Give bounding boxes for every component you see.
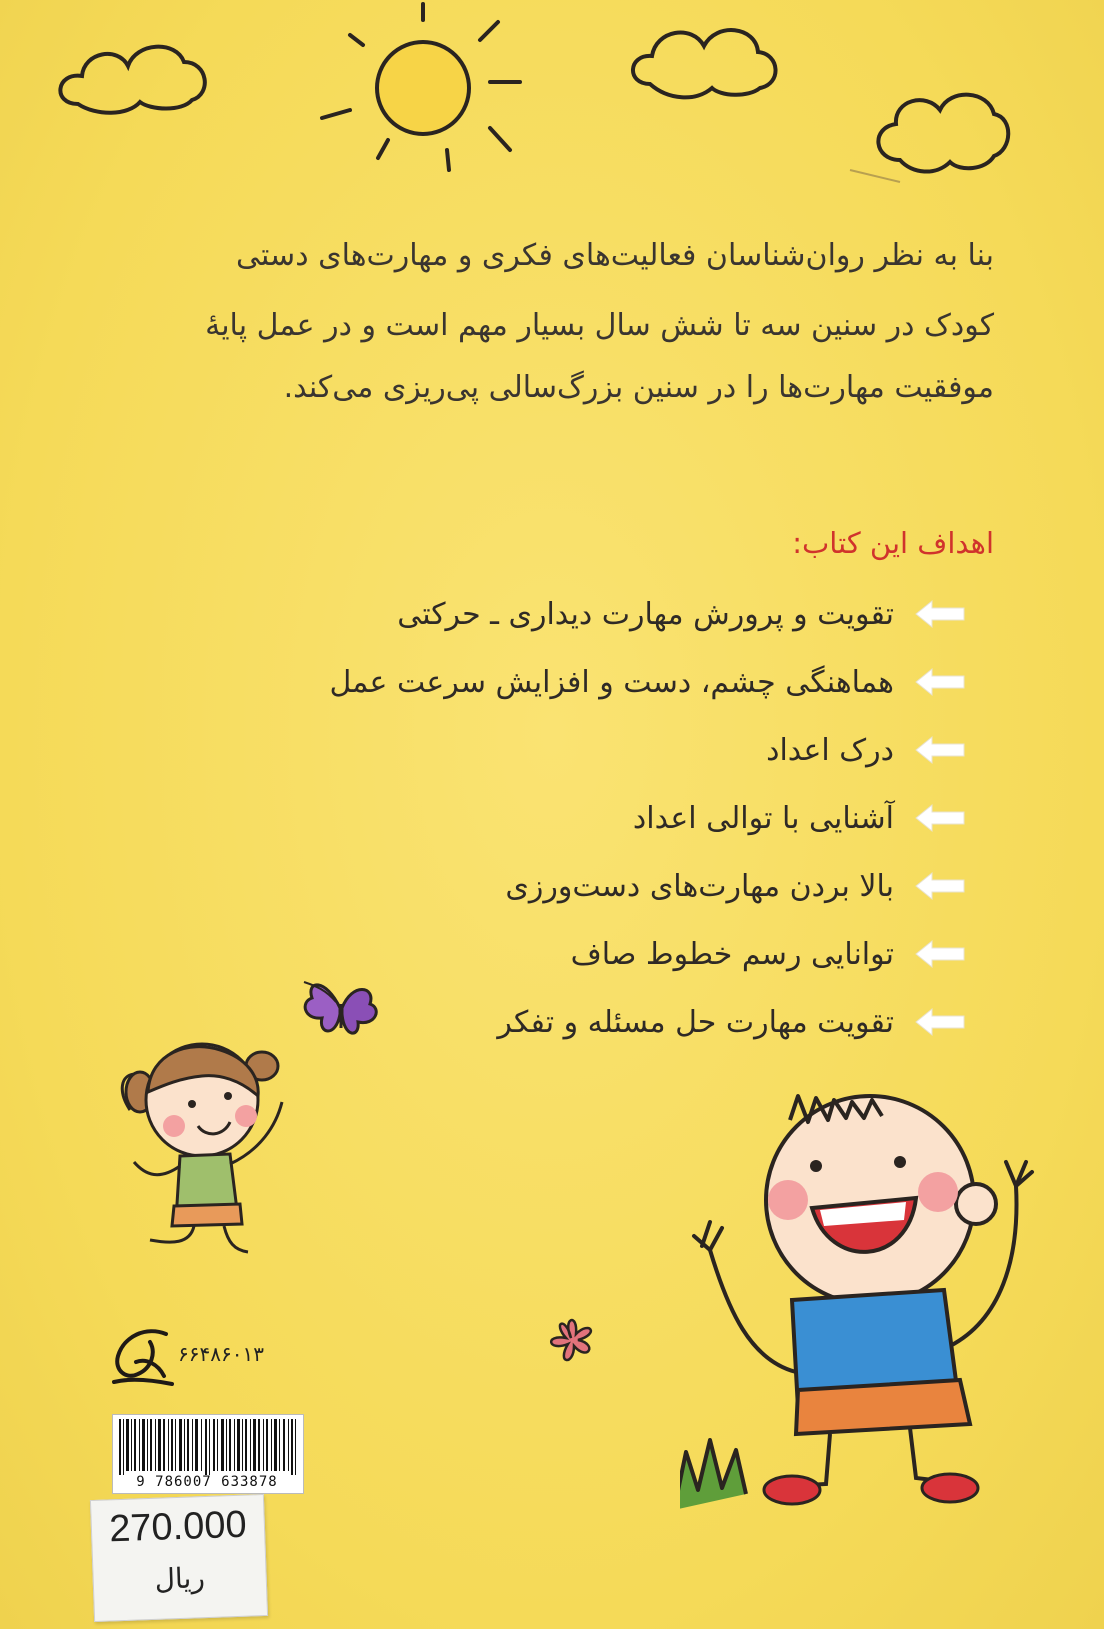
cloud-icon	[633, 30, 776, 97]
goal-text: بالا بردن مهارت‌های دست‌ورزی	[505, 868, 894, 904]
arrow-left-icon	[914, 1007, 966, 1037]
goal-item	[571, 928, 966, 980]
goal-text: درک اعداد	[766, 732, 894, 768]
price-unit: ریال	[154, 1561, 206, 1596]
price-sticker	[90, 1494, 268, 1622]
goal-item	[329, 656, 966, 708]
publisher-logo	[106, 1318, 178, 1390]
intro-line-2: کودک در سنین سه تا شش سال بسیار مهم است و در عمل پایهٔ	[205, 308, 994, 343]
price-value: 270.000	[108, 1503, 248, 1551]
flower-icon	[538, 1312, 604, 1368]
arrow-left-icon	[914, 939, 966, 969]
cloud-icon	[60, 47, 204, 113]
goal-item	[633, 792, 966, 844]
butterfly-icon	[296, 968, 386, 1048]
intro-line-1: بنا به نظر روان‌شناسان فعالیت‌های فکری و مهارت‌های دستی	[236, 238, 994, 273]
boy-illustration	[680, 1090, 1080, 1530]
intro-line-3: موفقیت مهارت‌ها را در سنین بزرگ‌سالی پی‌ریزی می‌کند.	[283, 370, 994, 405]
goal-text: تقویت و پرورش مهارت دیداری ـ حرکتی	[397, 596, 894, 632]
goals-title: اهداف این کتاب:	[792, 526, 994, 560]
goal-item	[497, 996, 966, 1048]
goal-item	[766, 724, 966, 776]
arrow-left-icon	[914, 871, 966, 901]
arrow-left-icon	[914, 803, 966, 833]
goal-item	[397, 588, 966, 640]
cloud-icon	[878, 95, 1008, 172]
sky-illustration	[0, 0, 1104, 200]
goal-item	[505, 860, 966, 912]
girl-illustration	[110, 1030, 300, 1270]
goal-text: توانایی رسم خطوط صاف	[570, 936, 894, 972]
goal-text: هماهنگی چشم، دست و افزایش سرعت عمل	[329, 664, 894, 700]
sun-icon	[322, 4, 520, 170]
arrow-left-icon	[914, 735, 966, 765]
goal-text: تقویت مهارت حل مسئله و تفکر	[497, 1004, 894, 1040]
arrow-left-icon	[914, 599, 966, 629]
barcode-digits: 9 786007 633878	[136, 1474, 278, 1490]
goal-text: آشنایی با توالی اعداد	[632, 800, 894, 836]
arrow-left-icon	[914, 667, 966, 697]
publisher-phone: ۶۶۴۸۶۰۱۳	[178, 1342, 264, 1366]
barcode-bars	[113, 1415, 303, 1475]
